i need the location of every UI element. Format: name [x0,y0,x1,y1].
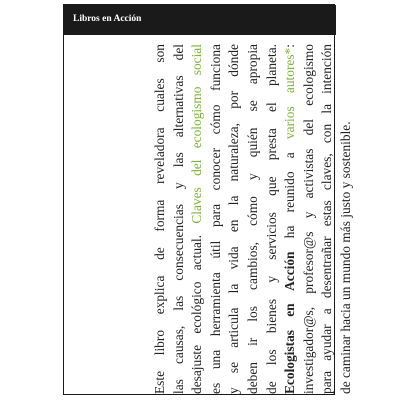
text-line-8-colon: : [282,44,298,48]
authors-highlight: varios autores* [282,47,298,140]
cover-description [151,44,371,394]
publisher-label: Libros en Acción [73,14,142,24]
text-line-8-middle: ha reunido a [282,152,298,239]
text-line-11: de caminar hacia un mundo más justo y sostenible. [337,121,353,394]
text-line-7: de los bienes y servicios que presta el planeta. [263,44,279,394]
text-line-2: las causas, las consecuencias y las alternativas del [170,44,186,394]
text-line-8 [281,44,300,394]
text-line-4: es una herramienta útil para conocer cómo funciona [207,44,223,394]
book-back-cover [63,4,353,395]
text-line-3-start: desajuste ecológico actual. [189,234,205,394]
publisher-bar [64,5,336,35]
text-line-10: para ayudar a desentrañar estas claves, con la intención [319,44,335,394]
book-title-highlight: Claves del ecologismo social [189,44,205,224]
text-line-5: y se articula la vida en la naturaleza, por dónde [226,44,242,394]
text-line-1: Este libro explica de forma reveladora cuales son [152,44,167,394]
text-line-6: deben ir los cambios, cómo y quién se apropia [244,44,260,394]
text-line-9: investigador@s, profesor@s y activistas del ecologismo [300,44,316,394]
organization-name: Ecologistas en Acción [282,251,298,394]
text-line-3 [188,44,207,394]
